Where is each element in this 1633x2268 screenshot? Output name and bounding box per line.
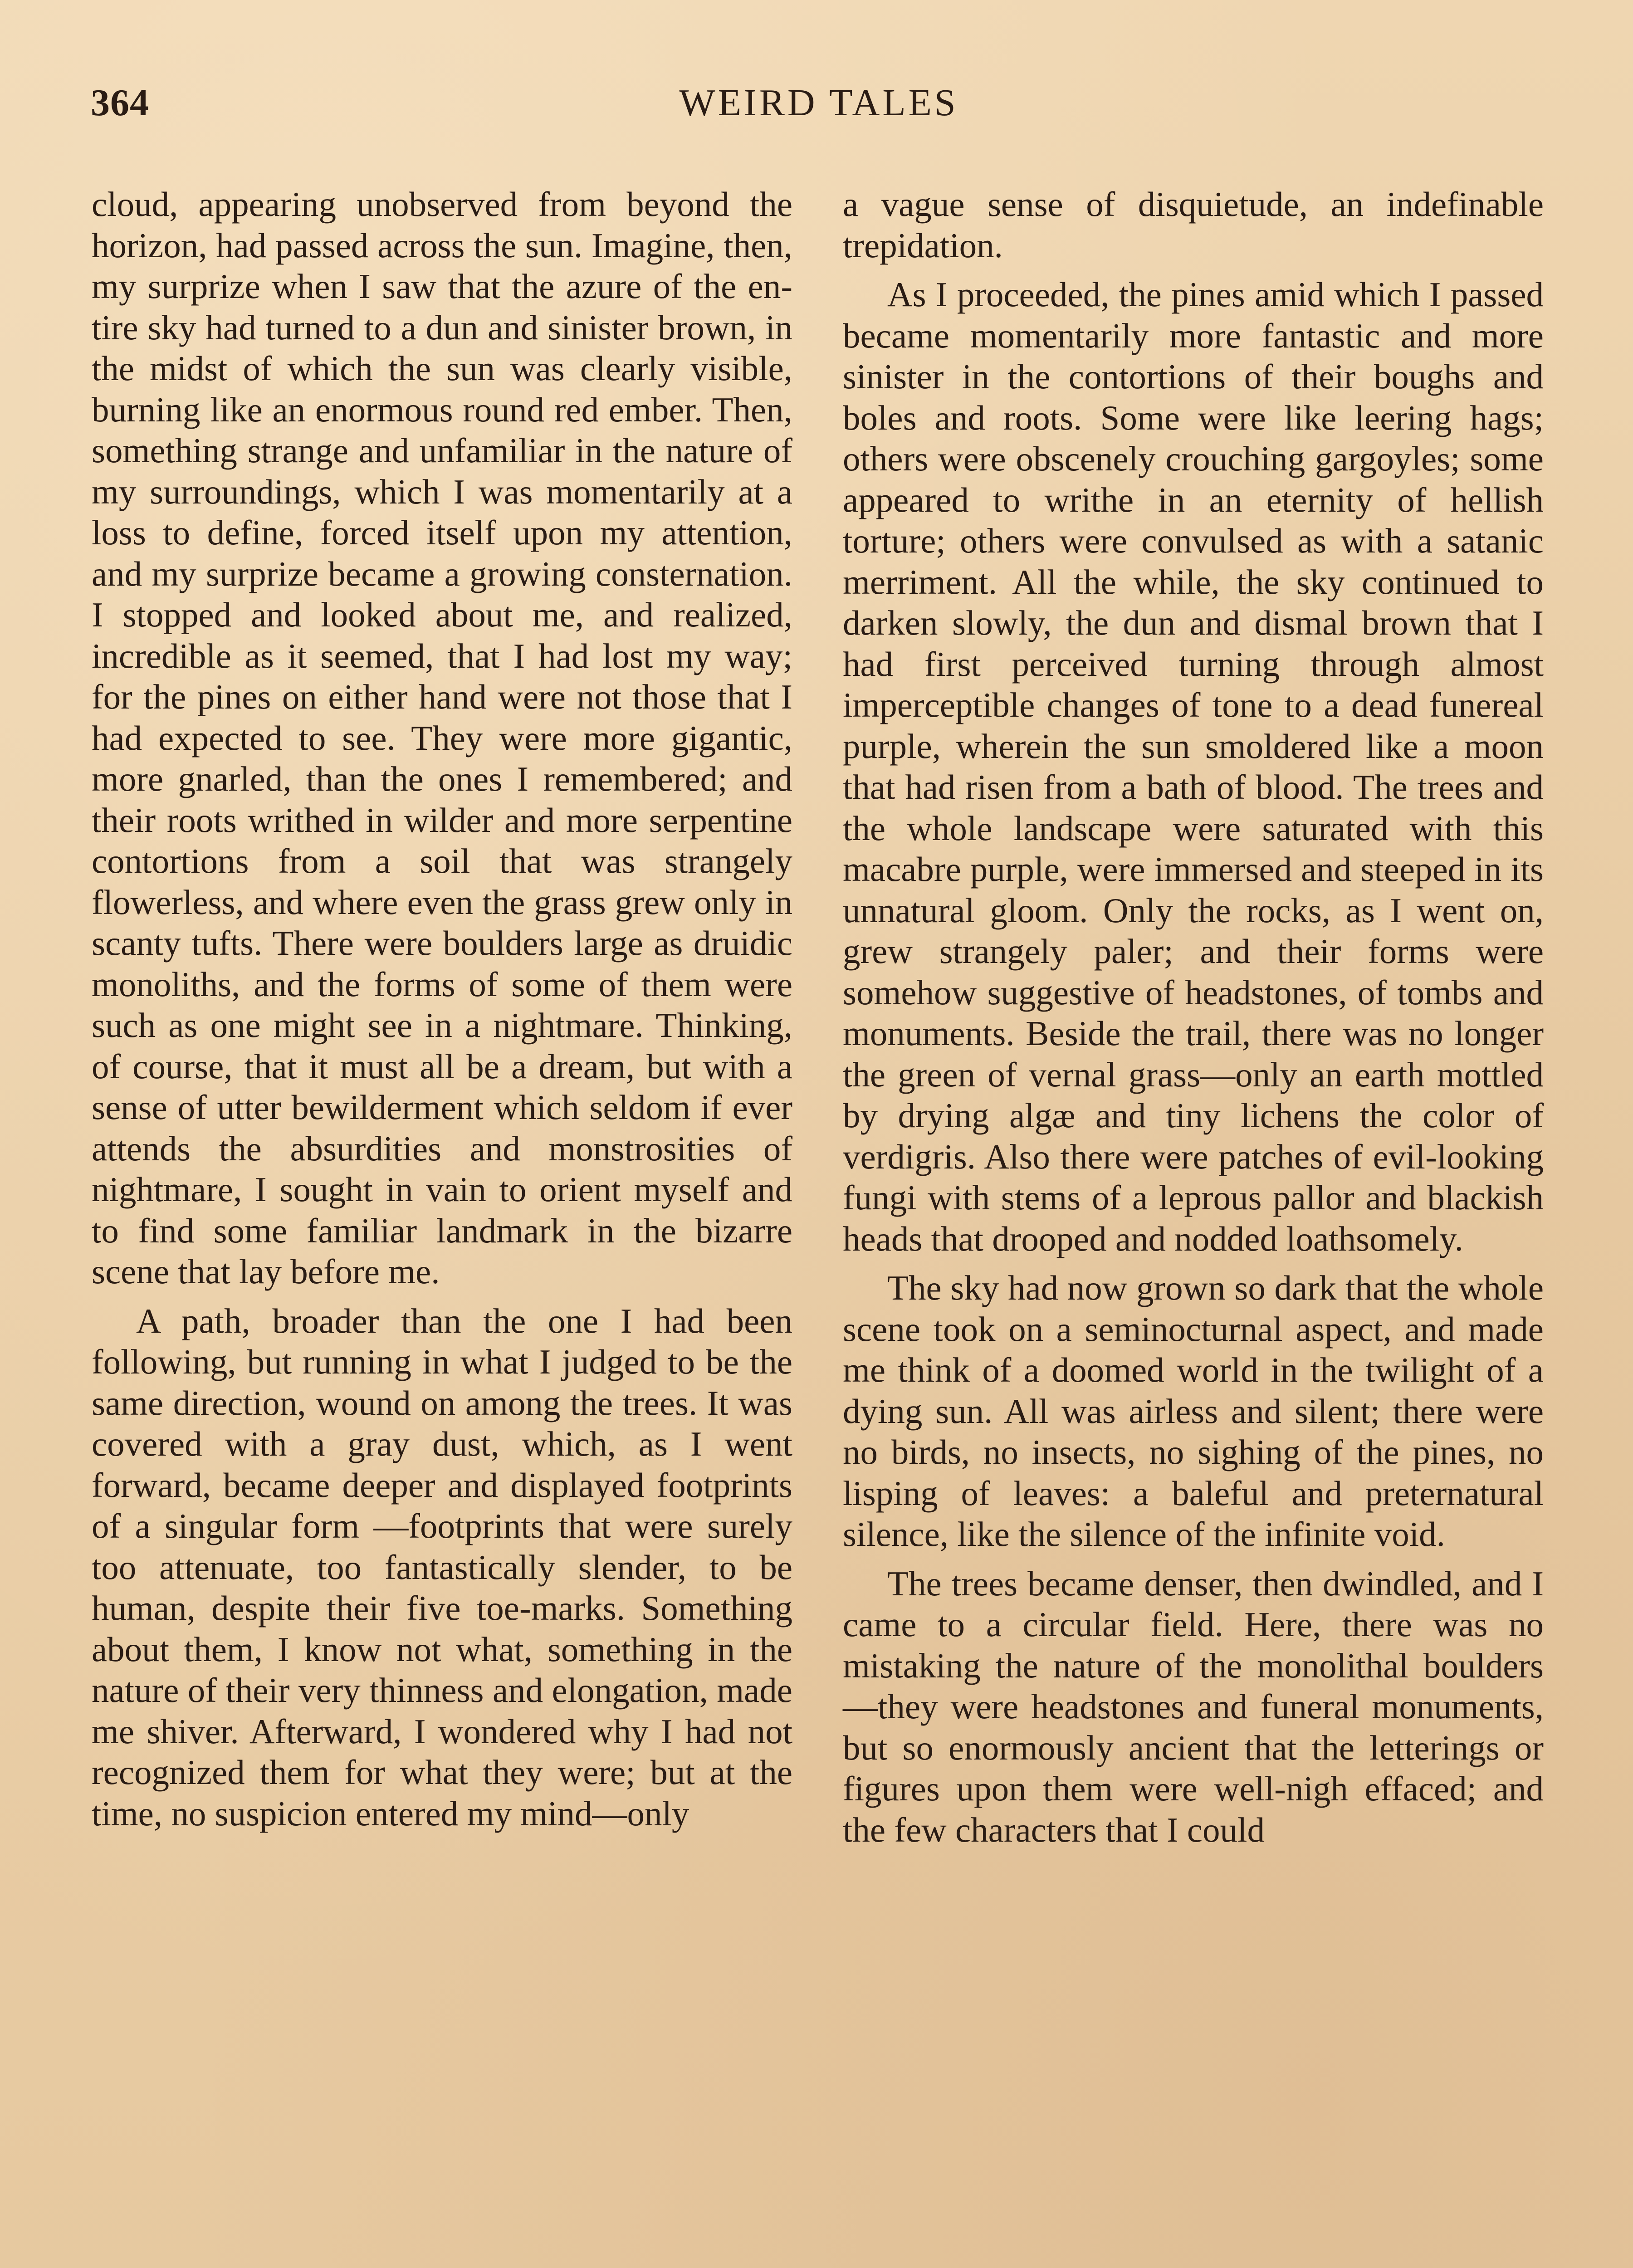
page-header bbox=[91, 81, 1547, 135]
paragraph: The sky had now grown so dark that the whole scene took on a seminocturnal aspect, and made me think of a doomed world in the twilight of a dying sun. All was airless and silent; there were no birds, no insects, no sighing of the pines, no lisping of leaves: a baleful and preternatural silence, like the silence of the infinite void. bbox=[843, 1268, 1544, 1554]
paragraph: cloud, appearing unobserved from beyond the horizon, had passed across the sun. Imagine, then, my surprize when I saw that the azure of the entire sky had turned to a dun and sinister brown, in the midst of which the sun was clearly visible, burning like an enormous round red ember. Then, something strange and unfamiliar in the nature of my surroundings, which I was momentarily at a loss to define, forced itself upon my attention, and my surprize became a growing consternation. I stopped and looked about me, and realized, incredible as it seemed, that I had lost my way; for the pines on either hand were not those that I had expected to see. They were more gigantic, more gnarled, than the ones I remembered; and their roots writhed in wilder and more serpentine contortions from a soil that was strangely flowerless, and where even the grass grew only in scanty tufts. There were boulders large as druidic monoliths, and the forms of some of them were such as one might see in a nightmare. Thinking, of course, that it must all be a dream, but with a sense of utter bewilderment which seldom if ever attends the absurdities and monstrosities of nightmare, I sought in vain to orient myself and to find some familiar landmark in the bizarre scene that lay before me. bbox=[92, 185, 792, 1291]
page-number: 364 bbox=[91, 82, 149, 124]
paragraph: The trees became denser, then dwindled, and I came to a circular field. Here, there was no mistaking the nature of the monolithal boulders —they were headstones and funeral monuments, but so enormously ancient that the letterings or figures upon them were well-nigh effaced; and the few characters that I could bbox=[843, 1564, 1544, 1849]
left-column bbox=[92, 184, 792, 1834]
running-head: WEIRD TALES bbox=[679, 82, 958, 124]
paragraph: A path, broader than the one I had been following, but running in what I judged to be the same direction, wound on among the trees. It was covered with a gray dust, which, as I went forward, became deeper and displayed footprints of a singular form —footprints that were surely too attenuate, too fantastically slender, to be human, despite their five toe-marks. Something about them, I know not what, something in the nature of their very thinness and elongation, made me shiver. Afterward, I wondered why I had not recognized them for what they were; but at the time, no suspicion entered my mind—only bbox=[92, 1301, 792, 1833]
right-column bbox=[843, 184, 1544, 1850]
paragraph: a vague sense of disquietude, an indefinable trepidation. bbox=[843, 185, 1544, 265]
paragraph: As I proceeded, the pines amid which I passed became momentarily more fantastic and more sinister in the contortions of their boughs and boles and roots. Some were like leering hags; others were obscenely crouching gargoyles; some appeared to writhe in an eternity of hellish torture; others were convulsed as with a satanic merriment. All the while, the sky continued to darken slowly, the dun and dismal brown that I had first perceived turning through almost imperceptible changes of tone to a dead funereal purple, wherein the sun smoldered like a moon that had risen from a bath of blood. The trees and the whole landscape were saturated with this macabre purple, were immersed and steeped in its unnatural gloom. Only the rocks, as I went on, grew strangely paler; and their forms were somehow suggestive of headstones, of tombs and monuments. Beside the trail, there was no longer the green of vernal grass—only an earth mottled by drying algæ and tiny lichens the color of verdigris. Also there were patches of evil-looking fungi with stems of a leprous pallor and blackish heads that drooped and nodded loathsomely. bbox=[843, 275, 1544, 1258]
